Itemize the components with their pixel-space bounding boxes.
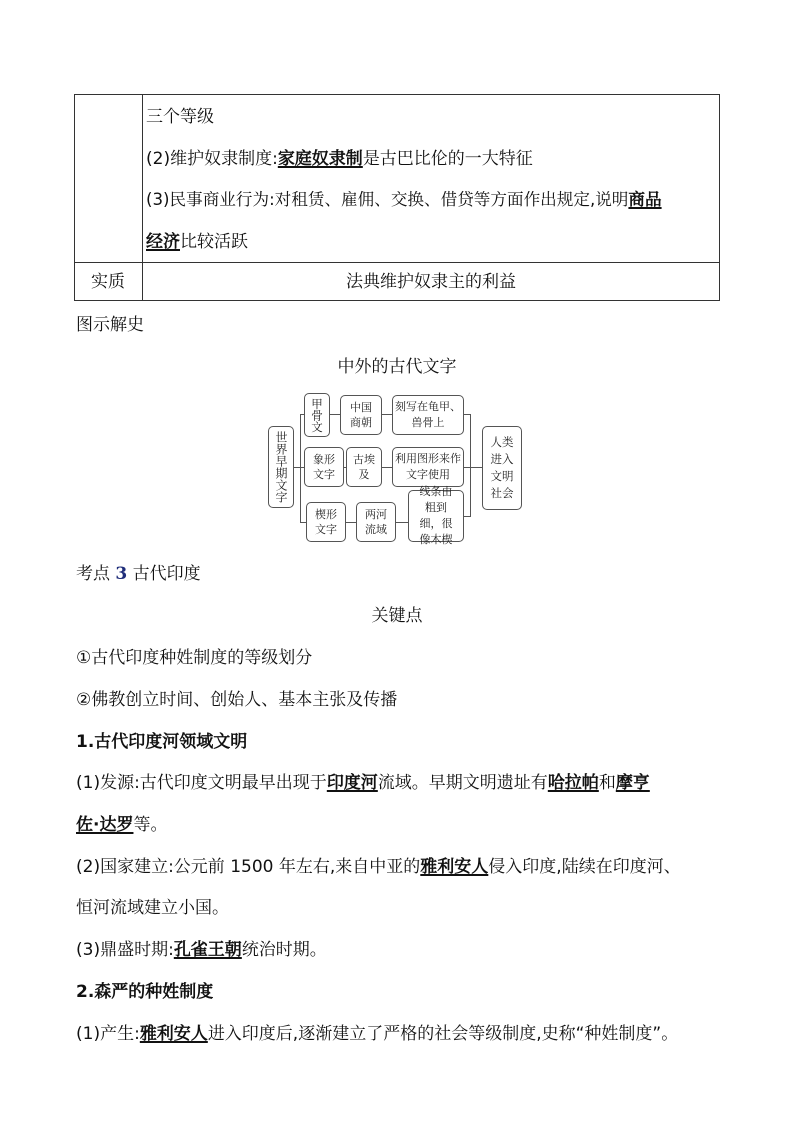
diagram-section-label: 图示解史 — [76, 315, 144, 335]
place-label: 中国商朝 — [350, 401, 372, 429]
text: 流域。早期文明遗址有 — [377, 773, 548, 793]
connector — [470, 467, 482, 468]
feature-hieroglyph — [392, 447, 464, 487]
place-egypt — [346, 447, 382, 487]
diagram-title: 中外的古代文字 — [337, 357, 457, 377]
table-line-2 — [146, 149, 533, 169]
script-label: 甲骨文 — [310, 397, 324, 433]
table-column-divider — [142, 95, 143, 300]
place-label: 古埃及 — [353, 453, 375, 481]
keyword: 雅利安人 — [420, 857, 489, 877]
text: (2)国家建立:公元前 1500 年左右,来自中亚的 — [76, 857, 421, 877]
text: 等。 — [133, 815, 168, 835]
table-line-4 — [146, 232, 248, 252]
script-oracle-bone — [304, 393, 330, 437]
table-line-2-keyword: 家庭奴隶制 — [277, 149, 363, 169]
part1-paragraph-3 — [76, 940, 327, 960]
keyword: 印度河 — [326, 773, 378, 793]
diagram-root — [268, 426, 294, 508]
table-line-3 — [146, 190, 662, 210]
feature-label: 利用图形来作文字使用 — [395, 452, 461, 481]
section-number: 3 — [115, 564, 128, 584]
table-label-essence: 实质 — [91, 272, 125, 292]
table-line-1: 三个等级 — [146, 107, 214, 127]
section-heading — [76, 564, 201, 584]
part1-paragraph-2-cont: 恒河流域建立小国。 — [76, 898, 229, 918]
place-shang — [340, 395, 382, 435]
keyword: 佐·达罗 — [76, 815, 134, 835]
diagram-root-label: 世界早期文字 — [274, 431, 288, 503]
part1-paragraph-1 — [76, 773, 650, 793]
result-label: 人类进入文明社会 — [490, 435, 514, 500]
table-line-2-tail: 是古巴比伦的一大特征 — [362, 149, 533, 169]
keyword: 摩亨 — [615, 773, 650, 793]
feature-label: 线条由粗到细，很像木楔 — [419, 485, 453, 546]
keyword: 哈拉帕 — [547, 773, 599, 793]
writing-diagram — [268, 392, 528, 544]
section-prefix: 考点 — [76, 564, 110, 584]
script-label: 象形文字 — [313, 453, 335, 481]
part1-paragraph-2 — [76, 857, 681, 877]
connector — [396, 522, 408, 523]
script-hieroglyph — [304, 447, 344, 487]
text: 进入印度后,逐渐建立了严格的社会等级制度,史称“种姓制度”。 — [207, 1024, 679, 1044]
keypoints-heading: 关键点 — [371, 606, 423, 626]
script-cuneiform — [306, 502, 346, 542]
text: (1)发源:古代印度文明最早出现于 — [76, 773, 327, 793]
part1-paragraph-1-cont — [76, 815, 167, 835]
table-row-divider — [75, 262, 719, 263]
feature-oracle-bone — [392, 395, 464, 435]
keypoint-item: ②佛教创立时间、创始人、基本主张及传播 — [76, 690, 398, 710]
text: 统治时期。 — [241, 940, 327, 960]
connector — [382, 414, 392, 415]
table-line-3-keyword: 商品 — [628, 190, 662, 209]
part2-heading: 2.森严的种姓制度 — [76, 982, 214, 1002]
feature-cuneiform — [408, 485, 464, 546]
connector — [346, 522, 356, 523]
text: (3)鼎盛时期: — [76, 940, 174, 960]
text: 和 — [598, 773, 616, 793]
table-value-essence: 法典维护奴隶主的利益 — [346, 272, 516, 292]
table-line-3-text: (3)民事商业行为:对租赁、雇佣、交换、借贷等方面作出规定,说明 — [146, 190, 629, 209]
place-label: 两河流域 — [365, 508, 387, 536]
place-mesopotamia — [356, 502, 396, 542]
keypoint-item: ①古代印度种姓制度的等级划分 — [76, 648, 313, 668]
connector — [382, 467, 392, 468]
part2-paragraph-1 — [76, 1024, 678, 1044]
script-label: 楔形文字 — [315, 508, 337, 536]
section-title: 古代印度 — [132, 564, 201, 584]
text: (1)产生: — [76, 1024, 140, 1044]
keyword: 雅利安人 — [139, 1024, 208, 1044]
text: 侵入印度,陆续在印度河、 — [488, 857, 681, 877]
feature-label: 刻写在龟甲、兽骨上 — [395, 400, 461, 429]
connector — [330, 414, 340, 415]
connector — [470, 414, 471, 517]
part1-heading: 1.古代印度河领域文明 — [76, 732, 248, 752]
connector — [300, 414, 301, 522]
table-line-4-text: 比较活跃 — [180, 232, 248, 252]
keyword: 孔雀王朝 — [173, 940, 242, 960]
table-line-4-keyword: 经济 — [146, 232, 180, 252]
table-line-2-text: (2)维护奴隶制度: — [146, 149, 278, 169]
diagram-result — [482, 426, 522, 510]
